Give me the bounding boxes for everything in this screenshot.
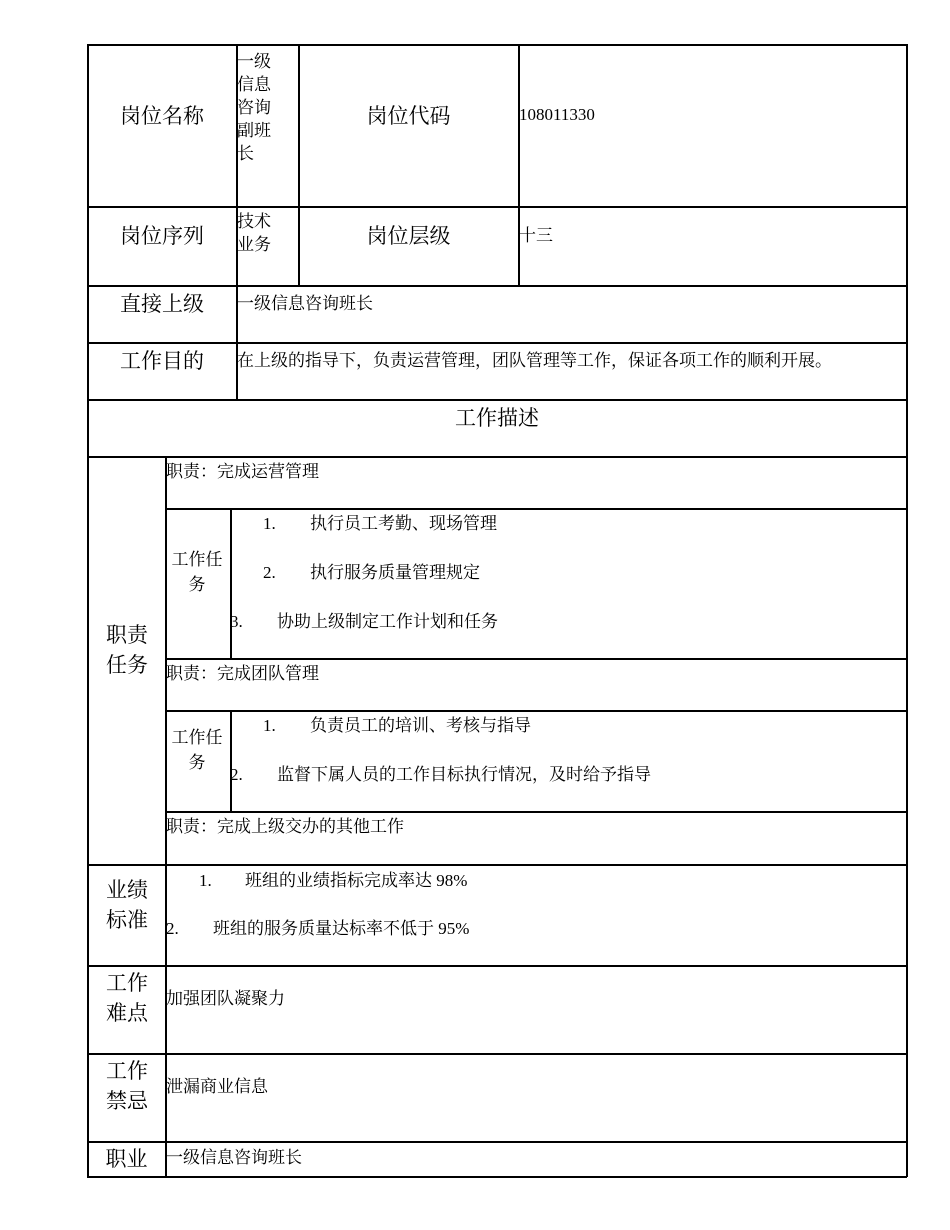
post-code-label: 岗位代码	[366, 104, 451, 128]
difficulty-label: 工作难点	[106, 971, 148, 1025]
duties-label: 职责任务	[106, 623, 148, 677]
table-line	[87, 342, 907, 344]
table-line	[165, 811, 907, 813]
taboo-label: 工作禁忌	[106, 1059, 148, 1113]
post-code-value: 108011330	[519, 105, 595, 124]
post-name-value: 一级信息咨询副班长	[237, 52, 271, 163]
post-name-label: 岗位名称	[120, 104, 204, 128]
duty-title: 职责：完成团队管理	[166, 664, 319, 683]
task-label: 工作任务	[171, 728, 223, 772]
post-series-value: 技术业务	[237, 212, 271, 254]
purpose-value: 在上级的指导下，负责运营管理，团队管理等工作，保证各项工作的顺利开展。	[237, 351, 832, 370]
taboo-value: 泄漏商业信息	[166, 1077, 268, 1096]
table-line	[165, 508, 907, 510]
task-number: 1.	[263, 514, 276, 533]
section-title: 工作描述	[455, 406, 539, 430]
duty-title: 职责：完成运营管理	[166, 462, 319, 481]
task-text: 监督下属人员的工作目标执行情况，及时给予指导	[277, 765, 651, 784]
task-number: 1.	[263, 716, 276, 735]
task-text: 执行服务质量管理规定	[310, 563, 480, 582]
table-line	[87, 965, 907, 967]
superior-label: 直接上级	[120, 292, 204, 316]
table-line	[87, 44, 907, 46]
task-label: 工作任务	[171, 550, 223, 594]
task-number: 3.	[230, 612, 243, 631]
table-line	[87, 1053, 907, 1055]
performance-number: 1.	[199, 871, 212, 890]
table-line	[87, 399, 907, 401]
career-label: 职业	[105, 1147, 148, 1171]
performance-text: 班组的业绩指标完成率达 98%	[245, 871, 468, 890]
duty-title: 职责：完成上级交办的其他工作	[166, 817, 404, 836]
task-text: 执行员工考勤、现场管理	[310, 514, 497, 533]
table-line	[87, 864, 907, 866]
table-line	[165, 710, 907, 712]
table-line	[906, 44, 908, 1177]
difficulty-value: 加强团队凝聚力	[166, 989, 285, 1008]
performance-number: 2.	[166, 919, 179, 938]
superior-value: 一级信息咨询班长	[237, 294, 373, 313]
task-number: 2.	[230, 765, 243, 784]
career-value: 一级信息咨询班长	[166, 1148, 302, 1167]
post-level-label: 岗位层级	[366, 224, 451, 248]
post-level-value: 十三	[519, 226, 553, 245]
table-line	[87, 285, 907, 287]
table-line	[230, 710, 232, 812]
table-line	[165, 658, 907, 660]
table-line	[87, 1141, 907, 1143]
task-number: 2.	[263, 563, 276, 582]
table-line	[87, 456, 907, 458]
table-line	[518, 44, 520, 286]
task-text: 负责员工的培训、考核与指导	[310, 716, 531, 735]
task-text: 协助上级制定工作计划和任务	[277, 612, 498, 631]
performance-text: 班组的服务质量达标率不低于 95%	[213, 919, 470, 938]
table-line	[87, 44, 89, 1177]
table-line	[230, 508, 232, 659]
table-line	[87, 1176, 907, 1178]
performance-label: 业绩标准	[106, 878, 148, 932]
post-series-label: 岗位序列	[120, 224, 204, 248]
table-line	[87, 206, 907, 208]
purpose-label: 工作目的	[120, 349, 204, 373]
